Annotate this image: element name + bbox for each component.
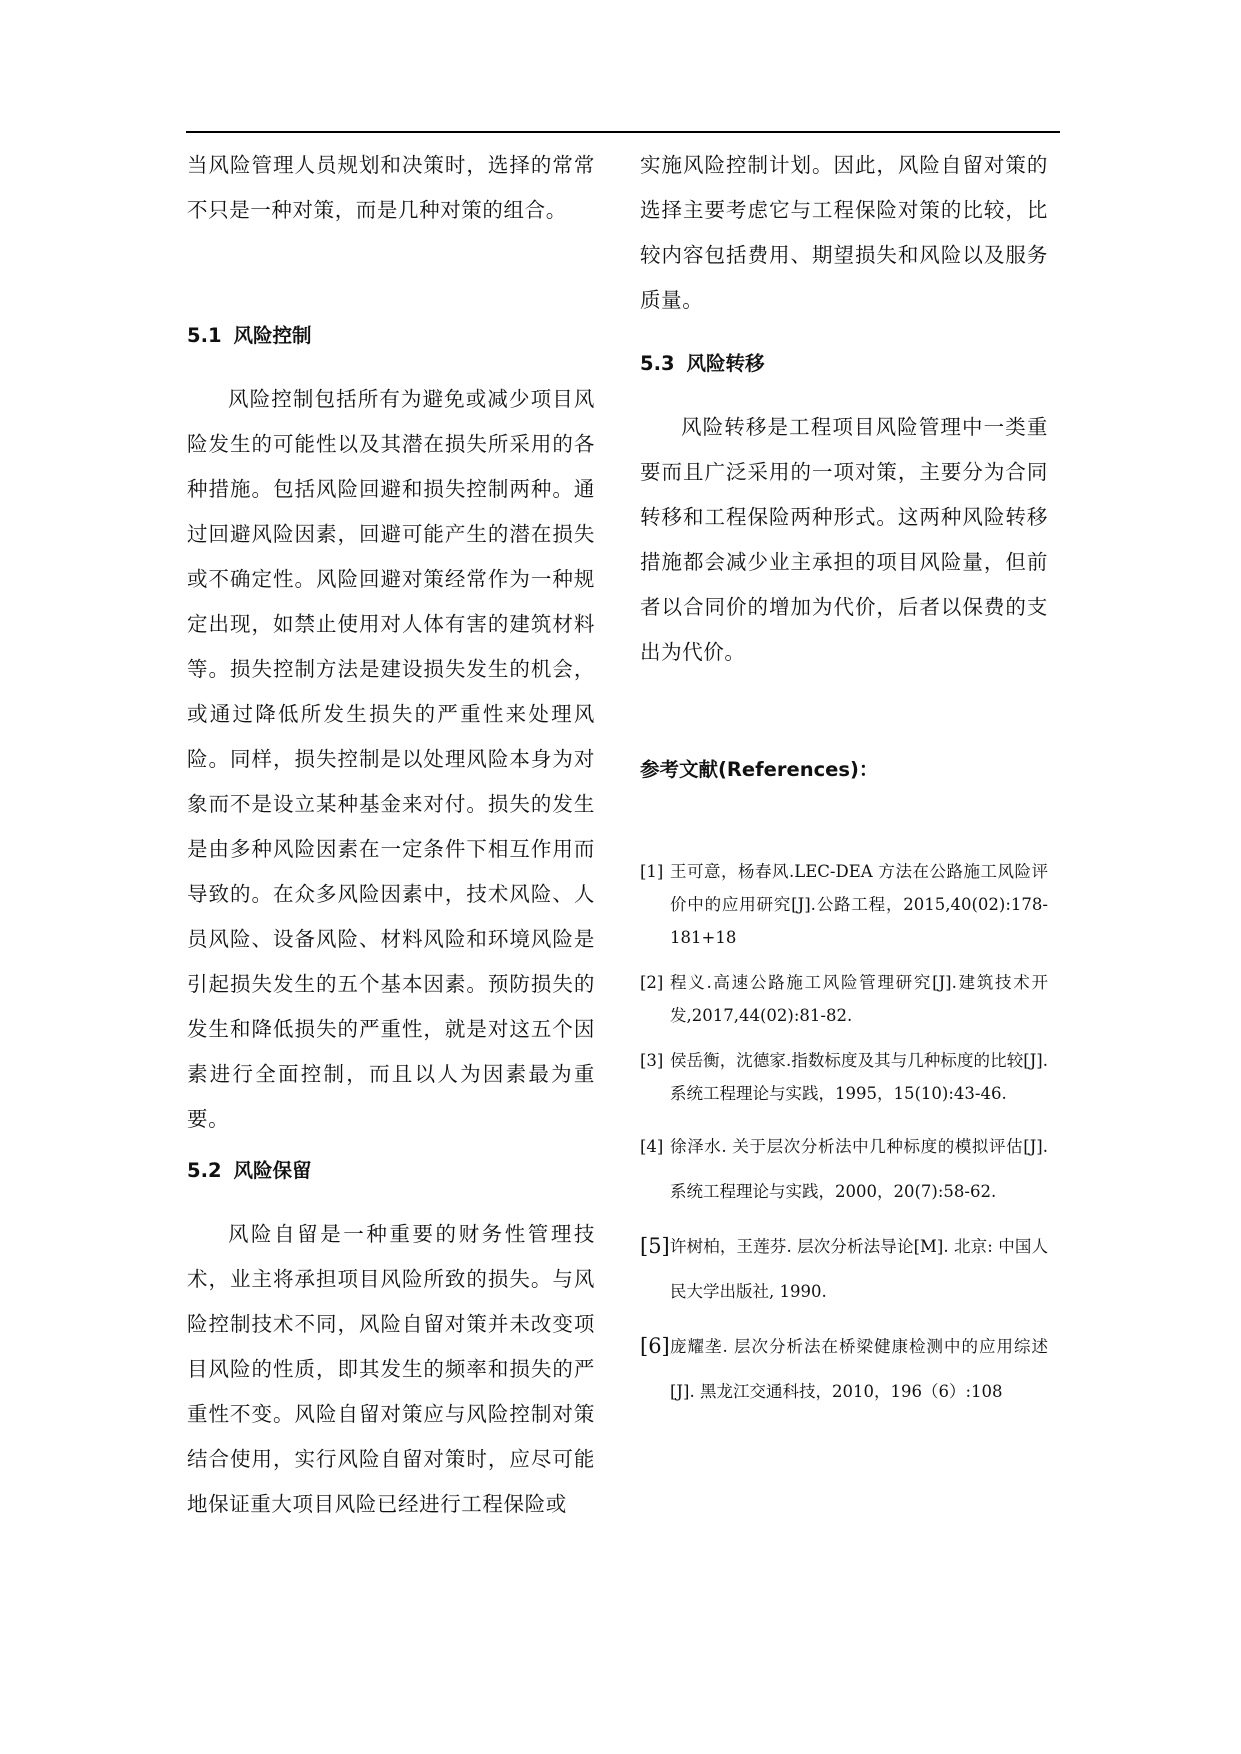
section-title: 风险转移	[686, 352, 765, 375]
continued-paragraph: 实施风险控制计划。因此，风险自留对策的选择主要考虑它与工程保险对策的比较，比较内容包括费用、期望损失和风险以及服务质量。	[640, 153, 1048, 312]
section-5-3-body: 风险转移是工程项目风险管理中一类重要而且广泛采用的一项对策，主要分为合同转移和工程保险两种形式。这两种风险转移措施都会减少业主承担的项目风险量，但前者以合同价的增加为代价，后者以保费的支出为代价。	[640, 415, 1048, 664]
reference-item	[640, 1044, 1048, 1110]
reference-text: 徐泽水. 关于层次分析法中几种标度的模拟评估[J]. 系统工程理论与实践，2000，20(7):58-62.	[670, 1137, 1048, 1201]
reference-text: 程义.高速公路施工风险管理研究[J].建筑技术开发,2017,44(02):81-82.	[670, 973, 1048, 1025]
reference-index: [6]	[640, 1334, 670, 1358]
section-5-2-body: 风险自留是一种重要的财务性管理技术，业主将承担项目风险所致的损失。与风险控制技术不同，风险自留对策并未改变项目风险的性质，即其发生的频率和损失的严重性不变。风险自留对策应与风险控制对策结合使用，实行风险自留对策时，应尽可能地保证重大项目风险已经进行工程保险或	[187, 1222, 595, 1516]
references-heading: 参考文献(References)：	[640, 758, 879, 781]
section-5-1-heading	[187, 321, 595, 351]
left-column	[187, 143, 595, 1527]
reference-index: [4]	[640, 1137, 664, 1156]
reference-text: 侯岳衡，沈德家.指数标度及其与几种标度的比较[J].系统工程理论与实践，1995，15(10):43-46.	[670, 1051, 1048, 1103]
reference-item	[640, 855, 1048, 954]
reference-list	[640, 855, 1048, 1414]
reference-text: 王可意，杨春风.LEC-DEA 方法在公路施工风险评价中的应用研究[J].公路工程，2015,40(02):178-181+18	[670, 862, 1048, 947]
reference-item	[640, 1224, 1048, 1314]
reference-text: 许树柏，王莲芬. 层次分析法导论[M]. 北京: 中国人民大学出版社, 1990.	[670, 1237, 1048, 1301]
section-title: 风险保留	[233, 1159, 312, 1182]
right-column	[640, 143, 1048, 1414]
header-rule	[186, 131, 1060, 133]
reference-index: [2]	[640, 973, 664, 992]
reference-index: [5]	[640, 1234, 670, 1258]
section-5-1-body: 风险控制包括所有为避免或减少项目风险发生的可能性以及其潜在损失所采用的各种措施。包括风险回避和损失控制两种。通过回避风险因素，回避可能产生的潜在损失或不确定性。风险回避对策经常作为一种规定出现，如禁止使用对人体有害的建筑材料等。损失控制方法是建设损失发生的机会，或通过降低所发生损失的严重性来处理风险。同样，损失控制是以处理风险本身为对象而不是设立某种基金来对付。损失的发生是由多种风险因素在一定条件下相互作用而导致的。在众多风险因素中，技术风险、人员风险、设备风险、材料风险和环境风险是引起损失发生的五个基本因素。预防损失的发生和降低损失的严重性，就是对这五个因素进行全面控制，而且以人为因素最为重要。	[187, 387, 595, 1131]
reference-item	[640, 1324, 1048, 1414]
section-5-3-heading	[640, 349, 1048, 379]
reference-index: [3]	[640, 1051, 664, 1070]
reference-text: 庞耀垄. 层次分析法在桥梁健康检测中的应用综述[J]. 黑龙江交通科技，2010，196（6）:108	[670, 1337, 1048, 1401]
intro-paragraph: 当风险管理人员规划和决策时，选择的常常不只是一种对策，而是几种对策的组合。	[187, 153, 595, 222]
section-number: 5.1	[187, 324, 222, 347]
reference-item	[640, 1124, 1048, 1214]
reference-item	[640, 966, 1048, 1032]
section-number: 5.3	[640, 352, 675, 375]
section-5-2-heading	[187, 1156, 595, 1186]
reference-index: [1]	[640, 862, 664, 881]
section-title: 风险控制	[233, 324, 312, 347]
section-number: 5.2	[187, 1159, 222, 1182]
